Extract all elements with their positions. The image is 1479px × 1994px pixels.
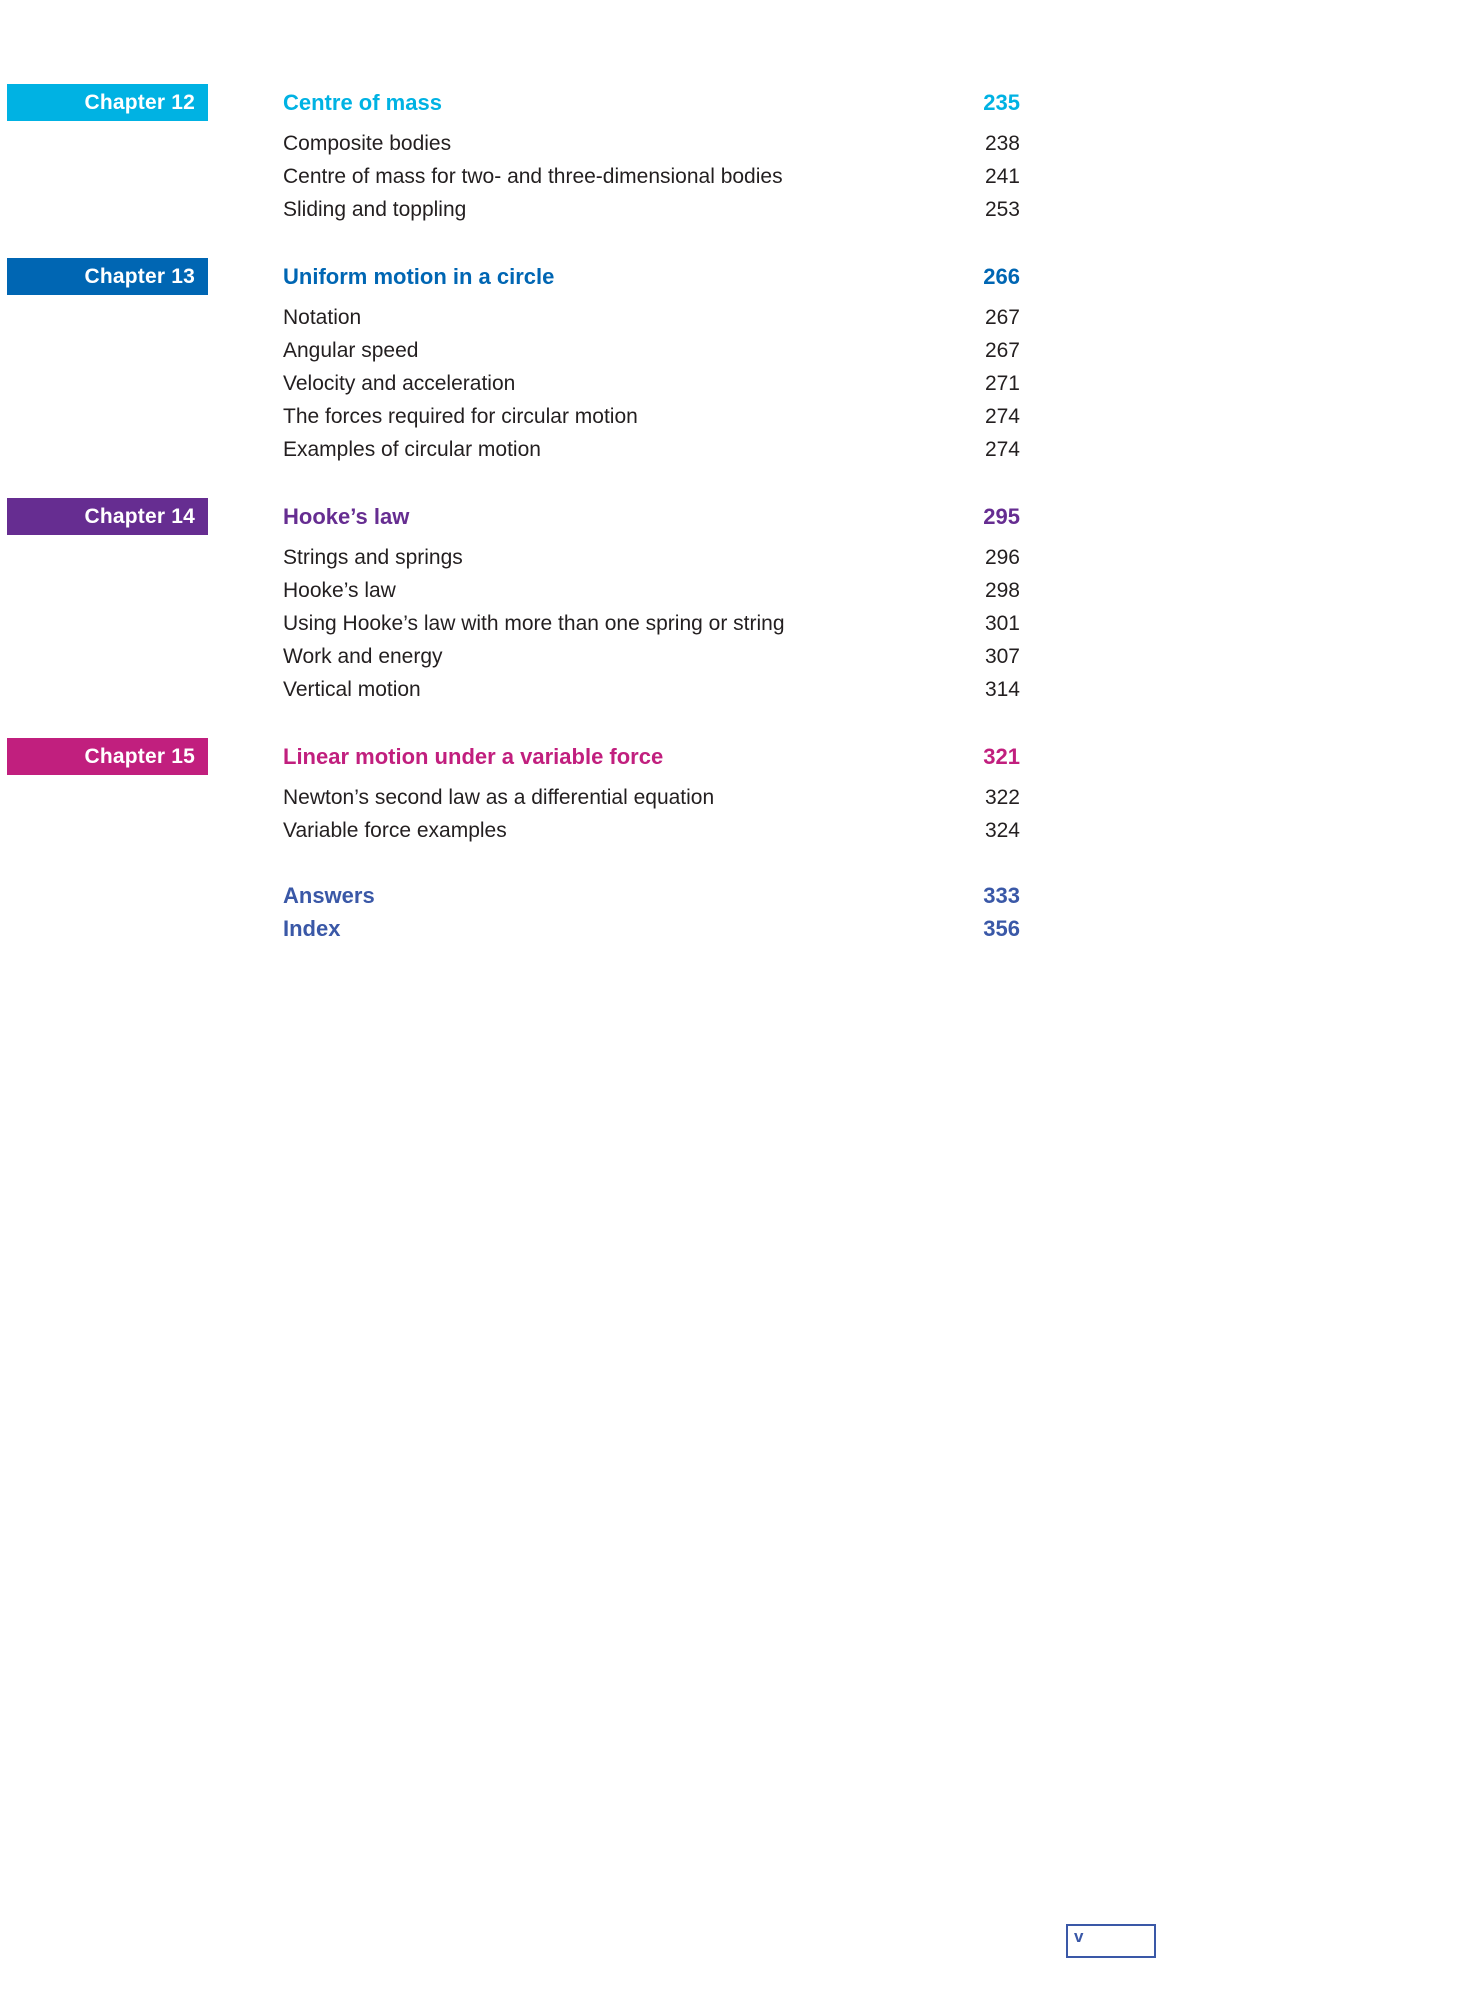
- chapter-block-12: [7, 84, 1020, 226]
- toc-entry: [7, 433, 1020, 466]
- toc-entry: [7, 367, 1020, 400]
- section-label: Vertical motion: [283, 678, 421, 701]
- section-page-number: 267: [984, 306, 1020, 329]
- chapter-badge: Chapter 14: [7, 498, 208, 535]
- section-page-number: 241: [984, 165, 1020, 188]
- section-page-number: 301: [984, 612, 1020, 635]
- section-page-number: 267: [984, 339, 1020, 362]
- toc-entry: [7, 400, 1020, 433]
- chapter-page-number: 321: [983, 743, 1020, 769]
- toc-entry-index: [7, 912, 1020, 945]
- chapter-page-number: 235: [983, 89, 1020, 115]
- section-label: Velocity and acceleration: [283, 372, 516, 395]
- chapter-title-row: [7, 498, 1020, 535]
- chapter-page-number: 295: [983, 503, 1020, 529]
- section-page-number: 307: [984, 645, 1020, 668]
- answers-label: Answers: [283, 883, 375, 908]
- toc-entry: [7, 301, 1020, 334]
- table-of-contents: [7, 84, 1020, 945]
- toc-entry: [7, 334, 1020, 367]
- back-matter-entries: [7, 879, 1020, 945]
- toc-entry: [7, 607, 1020, 640]
- toc-entry: [7, 781, 1020, 814]
- section-label: Hooke’s law: [283, 579, 396, 602]
- answers-page-number: 333: [983, 883, 1020, 908]
- section-label: Sliding and toppling: [283, 198, 467, 221]
- section-label: Variable force examples: [283, 819, 507, 842]
- toc-entry: [7, 160, 1020, 193]
- chapter-badge: Chapter 12: [7, 84, 208, 121]
- section-page-number: 253: [984, 198, 1020, 221]
- section-label: Using Hooke’s law with more than one spring or string: [283, 612, 785, 635]
- toc-entry: [7, 127, 1020, 160]
- section-label: Work and energy: [283, 645, 443, 668]
- section-label: Centre of mass for two- and three-dimensional bodies: [283, 165, 783, 188]
- index-page-number: 356: [983, 916, 1020, 941]
- section-page-number: 324: [984, 819, 1020, 842]
- toc-entry: [7, 640, 1020, 673]
- section-label: Newton’s second law as a differential equation: [283, 786, 715, 809]
- section-page-number: 271: [984, 372, 1020, 395]
- section-label: The forces required for circular motion: [283, 405, 638, 428]
- chapter-block-15: [7, 738, 1020, 847]
- chapter-title-row: [7, 84, 1020, 121]
- chapter-block-13: [7, 258, 1020, 466]
- section-page-number: 238: [984, 132, 1020, 155]
- index-label: Index: [283, 916, 341, 941]
- section-label: Angular speed: [283, 339, 419, 362]
- section-page-number: 296: [984, 546, 1020, 569]
- chapter-title: Linear motion under a variable force: [283, 743, 664, 769]
- chapter-title: Uniform motion in a circle: [283, 263, 555, 289]
- section-label: Notation: [283, 306, 362, 329]
- toc-entry: [7, 574, 1020, 607]
- chapter-title: Hooke’s law: [283, 503, 410, 529]
- section-label: Composite bodies: [283, 132, 452, 155]
- toc-entry: [7, 541, 1020, 574]
- section-page-number: 298: [984, 579, 1020, 602]
- chapter-badge: Chapter 13: [7, 258, 208, 295]
- page-number-box: [1066, 1924, 1156, 1958]
- section-label: Strings and springs: [283, 546, 463, 569]
- chapter-page-number: 266: [983, 263, 1020, 289]
- chapter-title: Centre of mass: [283, 89, 442, 115]
- section-page-number: 314: [984, 678, 1020, 701]
- section-page-number: 322: [984, 786, 1020, 809]
- chapter-title-row: [7, 738, 1020, 775]
- toc-entry: [7, 673, 1020, 706]
- section-page-number: 274: [984, 438, 1020, 461]
- section-page-number: 274: [984, 405, 1020, 428]
- section-label: Examples of circular motion: [283, 438, 541, 461]
- toc-entry: [7, 814, 1020, 847]
- toc-entry-answers: [7, 879, 1020, 912]
- chapter-title-row: [7, 258, 1020, 295]
- page-number: v: [1074, 1927, 1084, 1946]
- chapter-block-14: [7, 498, 1020, 706]
- toc-entry: [7, 193, 1020, 226]
- chapter-badge: Chapter 15: [7, 738, 208, 775]
